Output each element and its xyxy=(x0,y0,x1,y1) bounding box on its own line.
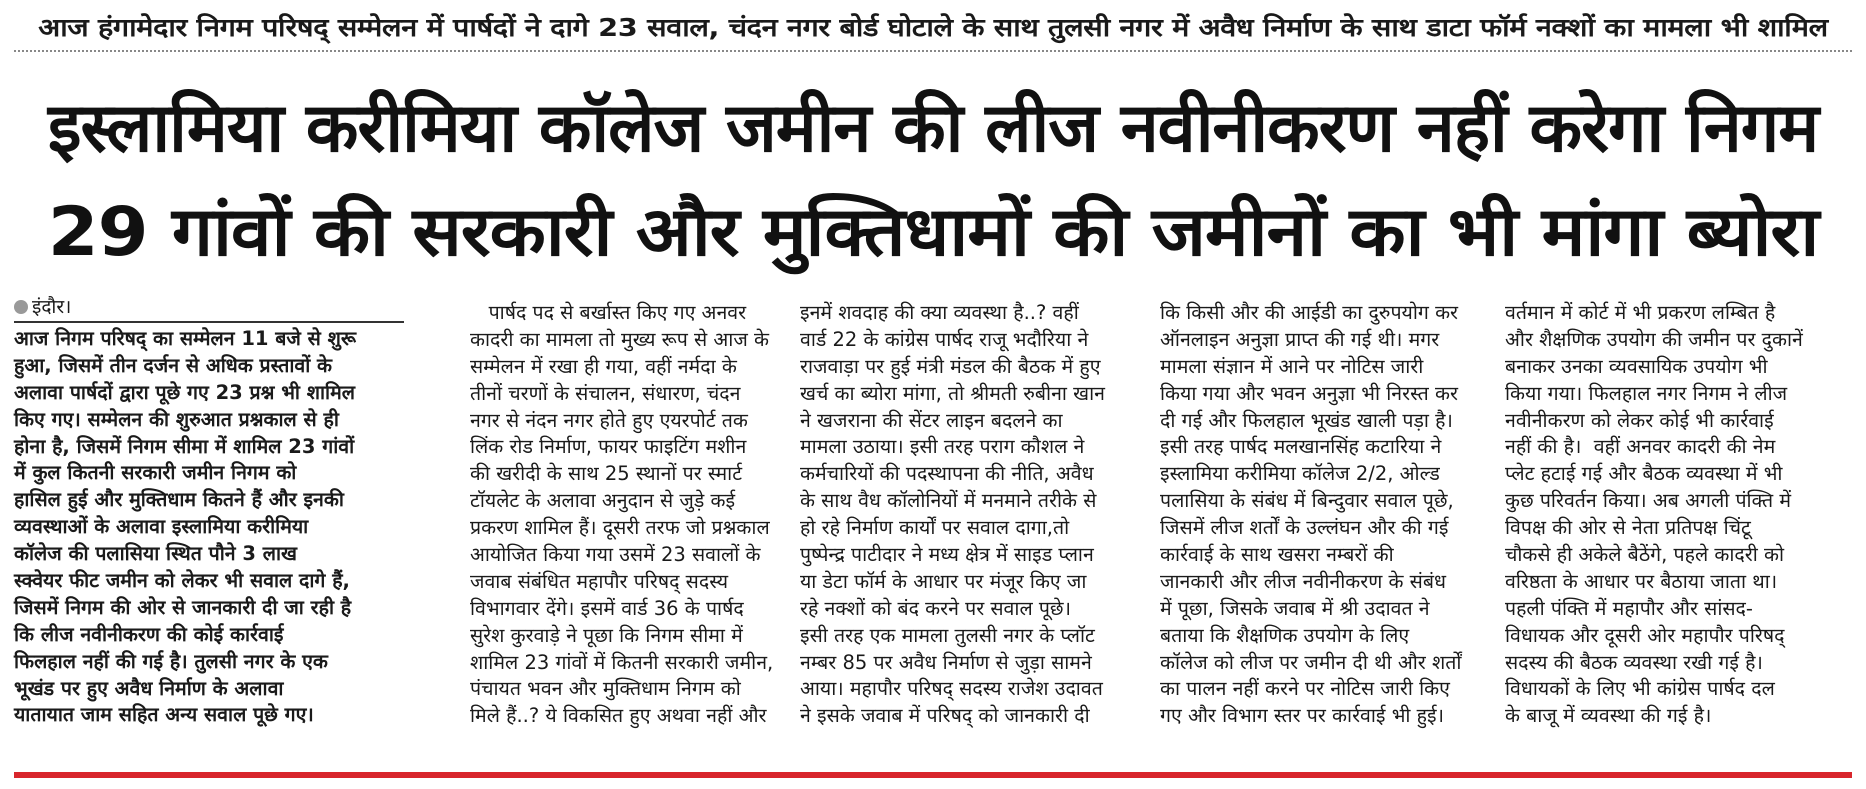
subheadline: आज हंगामेदार निगम परिषद् सम्मेलन में पार्षदों ने दागे 23 सवाल, चंदन नगर बोर्ड घोटाले के साथ तुलसी नगर में अवैध निर्माण के साथ डाटा फॉर्म नक्शों का मामला भी शामिल xyxy=(38,13,1828,42)
article-line: प्रकरण शामिल हैं। दूसरी तरफ जो प्रश्नकाल xyxy=(470,516,770,540)
article-line: शामिल 23 गांवों में कितनी सरकारी जमीन, xyxy=(470,650,774,674)
article-line: भूखंड पर हुए अवैध निर्माण के अलावा xyxy=(14,676,284,700)
dateline xyxy=(14,293,404,323)
red-bottom-rule xyxy=(14,772,1852,778)
article-line: सदस्य की बैठक व्यवस्था रखी गई है। xyxy=(1505,650,1763,674)
article-line: जिसमें निगम की ओर से जानकारी दी जा रही है xyxy=(14,595,352,619)
article-line: खर्च का ब्योरा मांगा, तो श्रीमती रुबीना खान xyxy=(800,381,1105,405)
article-line: जिसमें लीज शर्तों के उल्लंघन और की गई xyxy=(1160,516,1449,540)
headline-line-1: इस्लामिया करीमिया कॉलेज जमीन की लीज नवीनीकरण नहीं करेगा निगम xyxy=(47,89,1819,168)
article-line: नम्बर 85 पर अवैध निर्माण से जुड़ा सामने xyxy=(800,650,1092,674)
article-line: के बाजू में व्यवस्था की गई है। xyxy=(1505,704,1712,728)
article-column-5 xyxy=(1505,300,1835,730)
article-line: विभागवार देंगे। इसमें वार्ड 36 के पार्षद xyxy=(470,596,744,620)
article-line: कॉलेज को लीज पर जमीन दी थी और शर्तों xyxy=(1160,650,1462,674)
article-line: फिलहाल नहीं की गई है। तुलसी नगर के एक xyxy=(14,649,328,673)
article-line: कि किसी और की आईडी का दुरुपयोग कर xyxy=(1160,301,1459,324)
article-line: पुष्पेन्द्र पाटीदार ने मध्य क्षेत्र में साइड प्लान xyxy=(800,543,1094,567)
article-line: और शैक्षणिक उपयोग की जमीन पर दुकानें xyxy=(1505,327,1803,351)
article-line: के साथ वैध कॉलोनियों में मनमाने तरीके से xyxy=(800,489,1097,513)
article-line: हुआ, जिसमें तीन दर्जन से अधिक प्रस्तावों के xyxy=(14,353,333,377)
article-line: प्लेट हटाई गई और बैठक व्यवस्था में भी xyxy=(1505,462,1783,486)
article-line: बताया कि शैक्षणिक उपयोग के लिए xyxy=(1160,623,1410,647)
dateline-text: इंदौर। xyxy=(32,296,72,318)
article-line: ने इसके जवाब में परिषद् को जानकारी दी xyxy=(800,704,1090,728)
article-line: किए गए। सम्मेलन की शुरुआत प्रश्नकाल से ही xyxy=(14,407,339,431)
article-line: कुछ परिवर्तन किया। अब अगली पंक्ति में xyxy=(1505,489,1792,513)
article-line: राजवाड़ा पर हुई मंत्री मंडल की बैठक में हुए xyxy=(800,354,1101,378)
headline-line-2: 29 गांवों की सरकारी और मुक्तिधामों की जमीनों का भी मांगा ब्योरा xyxy=(47,193,1819,272)
article-line: सम्मेलन में रखा ही गया, वहीं नर्मदा के xyxy=(470,354,737,378)
article-line: विपक्ष की ओर से नेता प्रतिपक्ष चिंटू xyxy=(1505,516,1751,540)
article-column-2 xyxy=(470,300,780,730)
article-line: सुरेश कुरवाड़े ने पूछा कि निगम सीमा में xyxy=(470,623,743,647)
article-line: दी गई और फिलहाल भूखंड खाली पड़ा है। xyxy=(1160,408,1453,432)
article-line: हो रहे निर्माण कार्यों पर सवाल दागा,तो xyxy=(800,516,1070,540)
dotted-divider xyxy=(14,50,1852,52)
article-line: बनाकर उनका व्यवसायिक उपयोग भी xyxy=(1505,354,1768,378)
article-line: टॉयलेट के अलावा अनुदान से जुड़े कई xyxy=(470,489,736,513)
article-line: आया। महापौर परिषद् सदस्य राजेश उदावत xyxy=(800,677,1103,701)
article-line: इसी तरह पार्षद मलखानसिंह कटारिया ने xyxy=(1160,435,1442,459)
article-line: कादरी का मामला तो मुख्य रूप से आज के xyxy=(470,327,769,351)
article-column-3 xyxy=(800,300,1120,730)
article-line: वर्तमान में कोर्ट में भी प्रकरण लम्बित है xyxy=(1505,301,1776,324)
article-line: आयोजित किया गया उसमें 23 सवालों के xyxy=(470,543,761,567)
article-line: कार्रवाई के साथ खसरा नम्बरों की xyxy=(1160,543,1394,567)
article-line: कि लीज नवीनीकरण की कोई कार्रवाई xyxy=(14,622,284,646)
article-line: का पालन नहीं करने पर नोटिस जारी किए xyxy=(1160,677,1450,701)
article-line: अलावा पार्षदों द्वारा पूछे गए 23 प्रश्न भी शामिल xyxy=(14,380,355,404)
article-line: आज निगम परिषद् का सम्मेलन 11 बजे से शुरू xyxy=(14,327,357,350)
article-line: व्यवस्थाओं के अलावा इस्लामिया करीमिया xyxy=(14,515,309,539)
article-line: इसी तरह एक मामला तुलसी नगर के प्लॉट xyxy=(800,623,1095,647)
article-line: नवीनीकरण को लेकर कोई भी कार्रवाई xyxy=(1505,408,1774,432)
article-line: लिंक रोड निर्माण, फायर फाइटिंग मशीन xyxy=(470,435,747,459)
article-line: पार्षद पद से बर्खास्त किए गए अनवर xyxy=(470,301,747,324)
article-line: पंचायत भवन और मुक्तिधाम निगम को xyxy=(470,677,741,701)
article-line: किया गया और भवन अनुज्ञा भी निरस्त कर xyxy=(1160,381,1458,405)
article-line: गए और विभाग स्तर पर कार्रवाई भी हुई। xyxy=(1160,704,1444,728)
article-line: विधायक और दूसरी ओर महापौर परिषद् xyxy=(1505,623,1785,647)
article-line: मामला संज्ञान में आने पर नोटिस जारी xyxy=(1160,354,1424,378)
article-line: स्क्वेयर फीट जमीन को लेकर भी सवाल दागे हैं, xyxy=(14,569,350,593)
article-line: वरिष्ठता के आधार पर बैठाया जाता था। xyxy=(1505,569,1778,593)
article-line: कॉलेज की पलासिया स्थित पौने 3 लाख xyxy=(14,542,297,566)
article-line: में कुल कितनी सरकारी जमीन निगम को xyxy=(14,461,297,485)
article-line: पहली पंक्ति में महापौर और सांसद- xyxy=(1505,596,1753,620)
article-line: रहे नक्शों को बंद करने पर सवाल पूछे। xyxy=(800,596,1071,620)
article-line: कर्मचारियों की पदस्थापना की नीति, अवैध xyxy=(800,462,1094,486)
article-line: यातायात जाम सहित अन्य सवाल पूछे गए। xyxy=(14,703,314,727)
article-line: मामला उठाया। इसी तरह पराग कौशल ने xyxy=(800,435,1085,459)
article-line: नहीं की है। वहीं अनवर कादरी की नेम xyxy=(1505,435,1776,459)
article-line: चौकसे ही अकेले बैठेंगे, पहले कादरी को xyxy=(1505,543,1785,567)
article-line: होना है, जिसमें निगम सीमा में शामिल 23 गांवों xyxy=(14,434,355,458)
article-line: तीनों चरणों के संचालन, संधारण, चंदन xyxy=(470,381,741,405)
article-line: विधायकों के लिए भी कांग्रेस पार्षद दल xyxy=(1505,677,1775,701)
bullet-icon xyxy=(14,300,28,314)
article-line: या डेटा फॉर्म के आधार पर मंजूर किए जा xyxy=(800,569,1087,593)
article-line: में पूछा, जिसके जवाब में श्री उदावत ने xyxy=(1160,596,1430,620)
article-line: की खरीदी के साथ 25 स्थानों पर स्मार्ट xyxy=(470,462,743,486)
article-line: ऑनलाइन अनुज्ञा प्राप्त की गई थी। मगर xyxy=(1160,327,1440,351)
article-line: जवाब संबंधित महापौर परिषद् सदस्य xyxy=(470,569,729,593)
article-line: वार्ड 22 के कांग्रेस पार्षद राजू भदौरिया ने xyxy=(800,327,1089,351)
article-line: इस्लामिया करीमिया कॉलेज 2/2, ओल्ड xyxy=(1160,462,1440,486)
article-line: पलासिया के संबंध में बिन्दुवार सवाल पूछे, xyxy=(1160,489,1454,513)
article-line: जानकारी और लीज नवीनीकरण के संबंध xyxy=(1160,569,1446,593)
article-column-1 xyxy=(14,326,404,729)
article-line: नगर से नंदन नगर होते हुए एयरपोर्ट तक xyxy=(470,408,748,432)
article-line: किया गया। फिलहाल नगर निगम ने लीज xyxy=(1505,381,1788,405)
article-line: ने खजराना की सेंटर लाइन बदलने का xyxy=(800,408,1063,432)
article-line: इनमें शवदाह की क्या व्यवस्था है..? वहीं xyxy=(800,301,1079,324)
article-line: हासिल हुई और मुक्तिधाम कितने हैं और इनकी xyxy=(14,488,344,512)
article-line: मिले हैं..? ये विकसित हुए अथवा नहीं और xyxy=(470,704,767,728)
article-column-4 xyxy=(1160,300,1480,730)
